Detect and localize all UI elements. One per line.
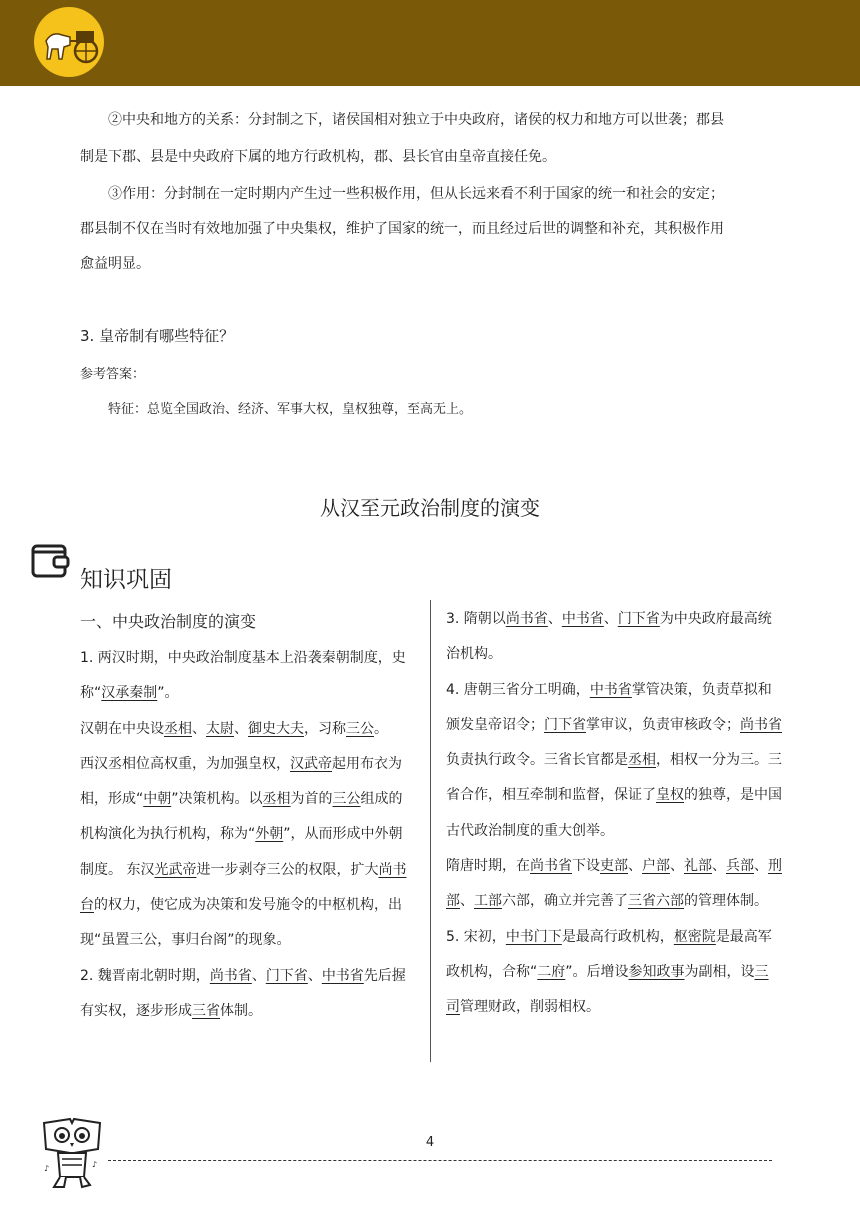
left-paragraph-1: 1. 两汉时期，中央政治制度基本上沿袭秦朝制度，史称“汉承秦制”。 [80,650,406,702]
paragraph-effect-line3: 愈益明显。 [80,256,150,272]
right-paragraph-2: 4. 唐朝三省分工明确，中书省掌管决策，负责草拟和颁发皇帝诏令；门下省掌审议，负责审核政令；尚书省负责执行政令。三省长官都是丞相，相权一分为三。三省合作，相互牵制和监督，保证了皇权的独尊，是中国古代政治制度的重大创举。 [446,681,782,839]
left-paragraph-2: 汉朝在中央设丞相、太尉、御史大夫，习称三公。 [80,720,388,737]
owl-book-mascot-icon [40,1115,104,1191]
book-icon [30,543,70,579]
right-paragraph-1: 3. 隋朝以尚书省、中书省、门下省为中央政府最高统治机构。 [446,611,772,663]
right-paragraph-3: 隋唐时期，在尚书省下设吏部、户部、礼部、兵部、刑部、工部六部，确立并完善了三省六部的管理体制。 [446,858,782,910]
right-column [446,602,782,1026]
svg-text:♪: ♪ [44,1164,50,1173]
horse-carriage-logo-icon [34,7,104,77]
left-column-heading: 一、中央政治制度的演变 [80,612,257,631]
reference-answer-label: 参考答案： [80,367,146,382]
left-paragraph-4: 2. 魏晋南北朝时期，尚书省、门下省、中书省先后握有实权，逐步形成三省体制。 [80,967,406,1019]
footer-divider [108,1160,772,1161]
paragraph-relation-line1: ②中央和地方的关系：分封制之下，诸侯国相对独立于中央政府，诸侯的权力和地方可以世袭；郡县 [108,112,724,128]
answer-3: 特征：总览全国政治、经济、军事大权，皇权独尊，至高无上。 [108,402,473,417]
knowledge-heading: 知识巩固 [80,567,172,593]
section-title: 从汉至元政治制度的演变 [320,496,540,520]
header-bar [0,0,860,86]
column-divider [430,600,431,1062]
svg-text:♪: ♪ [92,1160,98,1169]
question-3: 3. 皇帝制有哪些特征？ [80,327,235,345]
paragraph-effect-line2: 郡县制不仅在当时有效地加强了中央集权，维护了国家的统一，而且经过后世的调整和补充，其积极作用 [80,221,724,237]
left-paragraph-3: 西汉丞相位高权重，为加强皇权，汉武帝起用布衣为相，形成“中朝”决策机构。以丞相为首的三公组成的机构演化为执行机构，称为“外朝”，从而形成中外朝制度。 东汉光武帝进一步剥夺三公的权限，扩大尚书台的权力，使它成为决策和发号施令的中枢机构，出现“虽置三公，事归台阁”的现象。 [80,755,407,949]
page-number: 4 [425,1135,435,1150]
right-paragraph-4: 5. 宋初，中书门下是最高行政机构，枢密院是最高军政机构，合称“二府”。后增设参知政事为副相，设三司管理财政，削弱相权。 [446,928,772,1016]
left-column [80,603,410,1029]
paragraph-relation-line2: 制是下郡、县是中央政府下属的地方行政机构，郡、县长官由皇帝直接任免。 [80,149,556,165]
paragraph-effect-line1: ③作用：分封制在一定时期内产生过一些积极作用，但从长远来看不利于国家的统一和社会的安定； [108,186,724,202]
